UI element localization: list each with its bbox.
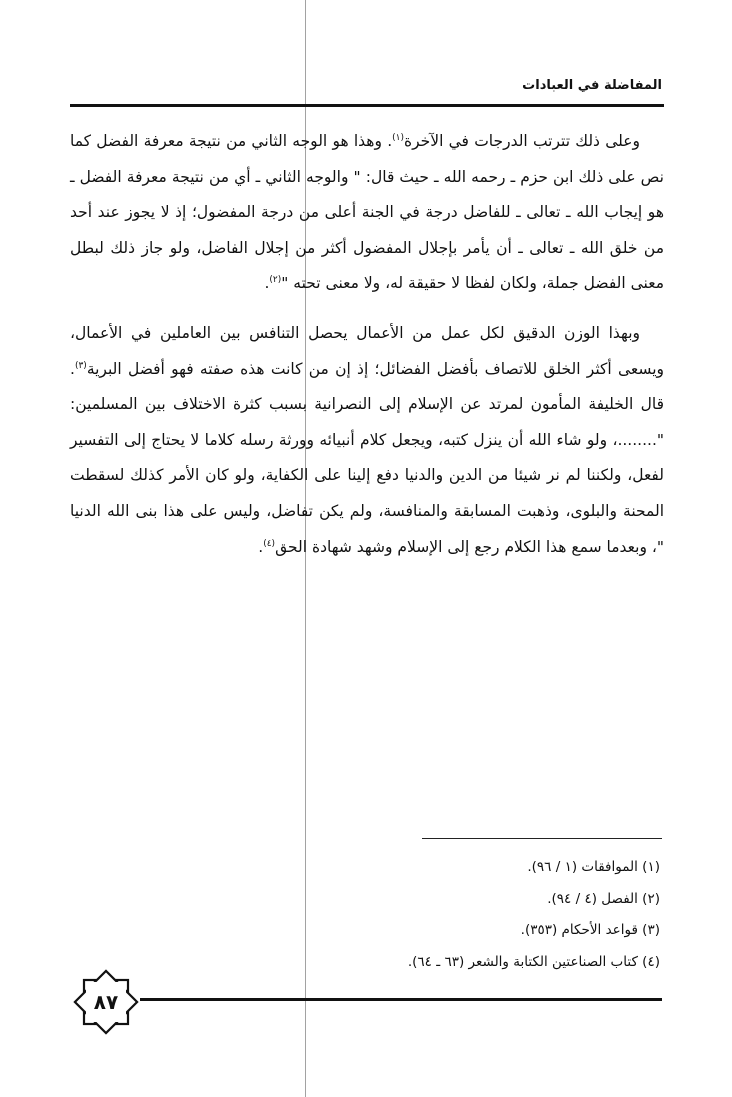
- footnote-ref-3: (٣): [74, 360, 87, 371]
- paragraph-2-part-3: .: [258, 537, 264, 556]
- footnote-separator: [422, 838, 662, 839]
- footnote-ref-2: (٢): [269, 275, 282, 286]
- footer-rule: [140, 998, 662, 1001]
- page-number-badge: [70, 966, 142, 1038]
- running-header: [70, 78, 662, 102]
- footnote-ref-4: (٤): [263, 538, 276, 549]
- footnote-ref-1: (١): [392, 132, 404, 143]
- paragraph-1-part-1: وعلى ذلك تترتب الدرجات في الآخرة: [404, 132, 640, 150]
- main-text: [70, 124, 664, 565]
- paragraph-2-part-1: وبهذا الوزن الدقيق لكل عمل من الأعمال يحصل التنافس بين العاملين في الأعمال، ويسعى أكثر الخلق للاتصاف بأفضل الفضائل؛ إذ إن من كانت هذه صفته فهو أفضل البرية: [70, 323, 664, 378]
- running-header-title: المفاضلة في العبادات: [522, 78, 662, 93]
- footnote-3: (٣) قواعد الأحكام (٣٥٣).: [520, 922, 660, 938]
- footnotes: [100, 852, 660, 978]
- paragraph-1-part-2: . وهذا هو الوجه الثاني من نتيجة معرفة الفضل كما نص على ذلك ابن حزم ـ رحمه الله ـ حيث قال: " والوجه الثاني ـ أي من نتيجة معرفة الفضل ـ هو إيجاب الله ـ تعالى ـ للفاضل درجة في الجنة أعلى من درجة المفضول؛ إذ لا يجوز عند أحد من خلق الله ـ تعالى ـ أن يأمر بإجلال المفضول أكثر من إجلال الفاضل، ولو جاز ذلك لبطل معنى الفضل جملة، ولكان لفظا لا حقيقة له، ولا معنى تحته ": [70, 132, 664, 293]
- paragraph-2-part-2: . قال الخليفة المأمون لمرتد عن الإسلام إلى النصرانية بسبب كثرة الاختلاف بين المسلمين: "........، ولو شاء الله أن ينزل كتبه، ويجعل كلام أنبيائه وورثة رسله كلاما لا يحتاج إلى التفسير لفعل، ولكننا لم نر شيئا من الدين والدنيا دفع إلينا على الكفاية، ولو كان الأمر كذلك لسقطت المحنة والبلوى، وذهبت المسابقة والمنافسة، ولم يكن تفاضل، وليس على هذا بنى الله الدنيا "، وبعدما سمع هذا الكلام رجع إلى الإسلام وشهد شهادة الحق: [70, 359, 664, 556]
- paragraph-2: [70, 316, 664, 565]
- paragraph-1-part-3: .: [264, 274, 270, 293]
- page-number: ٨٧: [93, 990, 119, 1014]
- footnote-1: (١) الموافقات (١ / ٩٦).: [527, 859, 660, 875]
- paragraph-1: [70, 124, 664, 302]
- header-rule: [70, 104, 664, 107]
- footnote-4: (٤) كتاب الصناعتين الكتابة والشعر (٦٣ ـ ٦٤).: [407, 953, 660, 970]
- footnote-2: (٢) الفصل (٤ / ٩٤).: [547, 890, 660, 907]
